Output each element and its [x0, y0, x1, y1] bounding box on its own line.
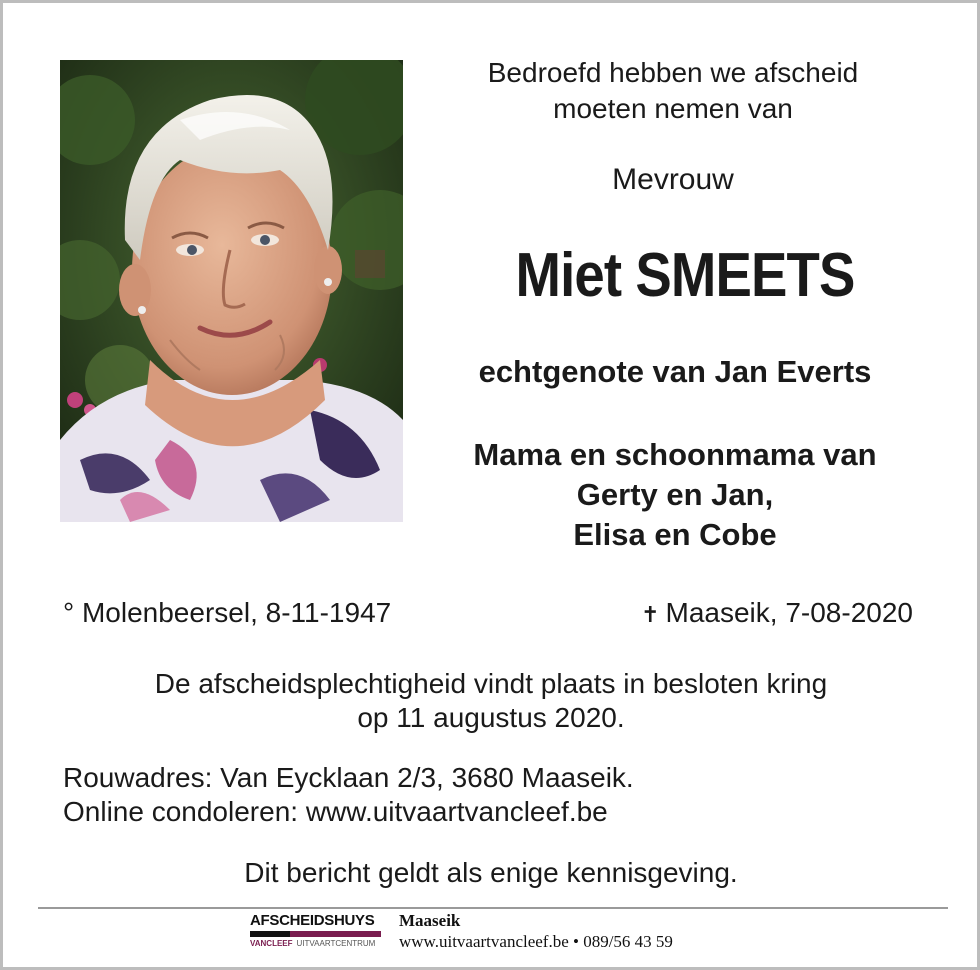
death-text: Maaseik, 7-08-2020 — [665, 597, 913, 628]
footer-city: Maaseik — [399, 911, 461, 930]
logo-subtitle — [250, 939, 381, 949]
intro-line-1: Bedroefd hebben we afscheid — [487, 57, 859, 88]
cross-icon: ✝ — [641, 602, 660, 627]
portrait-photo — [60, 60, 403, 522]
footer-contact-line: www.uitvaartvancleef.be • 089/56 43 59 — [399, 932, 673, 951]
funeral-home-logo — [250, 912, 381, 952]
notice-text: Dit bericht geldt als enige kennisgeving. — [244, 857, 738, 888]
contact-info — [63, 761, 634, 829]
online-condolences: Online condoleren: www.uitvaartvancleef.be — [63, 796, 608, 827]
logo-brand: VANCLEEF — [250, 939, 293, 948]
death-info — [641, 595, 913, 633]
mourning-address: Rouwadres: Van Eycklaan 2/3, 3680 Maaseik. — [63, 762, 634, 793]
children-block — [433, 435, 917, 555]
logo-title: AFSCHEIDSHUYS — [250, 912, 375, 929]
footer-info — [399, 911, 673, 953]
children-line-2: Gerty en Jan, — [576, 477, 774, 512]
children-line-1: Mama en schoonmama van — [473, 437, 877, 472]
ceremony-line-2: op 11 augustus 2020. — [357, 702, 625, 733]
footer-divider — [38, 907, 948, 909]
intro-line-2: moeten nemen van — [553, 93, 793, 124]
spouse-line: echtgenote van Jan Everts — [478, 354, 872, 389]
children-line-3: Elisa en Cobe — [573, 517, 777, 552]
ceremony-info — [63, 667, 919, 735]
logo-sub: UITVAARTCENTRUM — [296, 939, 376, 948]
birth-info: ° Molenbeersel, 8-11-1947 — [63, 597, 392, 628]
intro-text — [443, 55, 903, 127]
deceased-name: Miet SMEETS — [515, 241, 855, 310]
ceremony-line-1: De afscheidsplechtigheid vindt plaats in besloten kring — [154, 668, 828, 699]
logo-color-bar — [250, 931, 381, 937]
portrait-illustration — [60, 60, 403, 522]
salutation: Mevrouw — [612, 163, 734, 196]
